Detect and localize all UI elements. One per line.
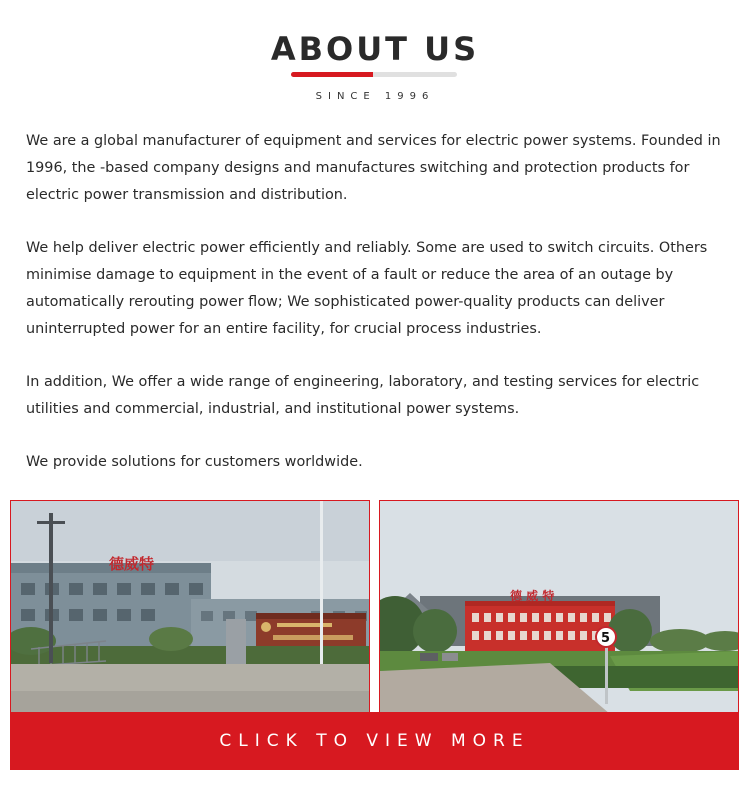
building-sign-text: 德威特 bbox=[109, 555, 155, 573]
about-paragraph-3: In addition, We offer a wide range of engineering, laboratory, and testing services for electric utilities and commercial, industrial, and institutional power systems. bbox=[26, 374, 700, 417]
view-more-button[interactable]: CLICK TO VIEW MORE bbox=[10, 712, 739, 770]
title-underline-accent bbox=[291, 72, 373, 77]
speed-limit-sign-text: 5 bbox=[601, 631, 611, 646]
office-building-photo bbox=[379, 500, 739, 713]
about-paragraph-2: We help deliver electric power efficiently and reliably. Some are used to switch circuits. Others minimise damage to equipment in the event of a fault or reduce the area of an outage by automatically rerouting power flow; We sophisticated power-quality products can deliver uninterrupted power for an entire facility, for crucial process industries. bbox=[26, 240, 708, 337]
rooftop-sign-text: 德 威 特 bbox=[510, 589, 555, 603]
about-paragraph-4: We provide solutions for customers worldwide. bbox=[26, 454, 363, 470]
page-title: ABOUT US bbox=[270, 30, 480, 68]
title-underline bbox=[291, 72, 457, 77]
factory-gate-photo bbox=[10, 500, 370, 713]
about-paragraph-1: We are a global manufacturer of equipment and services for electric power systems. Founded in 1996, the -based company designs and manufactures switching and protection products for electric power transmission and distribution. bbox=[26, 133, 721, 203]
since-subtitle: SINCE 1996 bbox=[315, 91, 435, 102]
about-text bbox=[26, 128, 726, 476]
